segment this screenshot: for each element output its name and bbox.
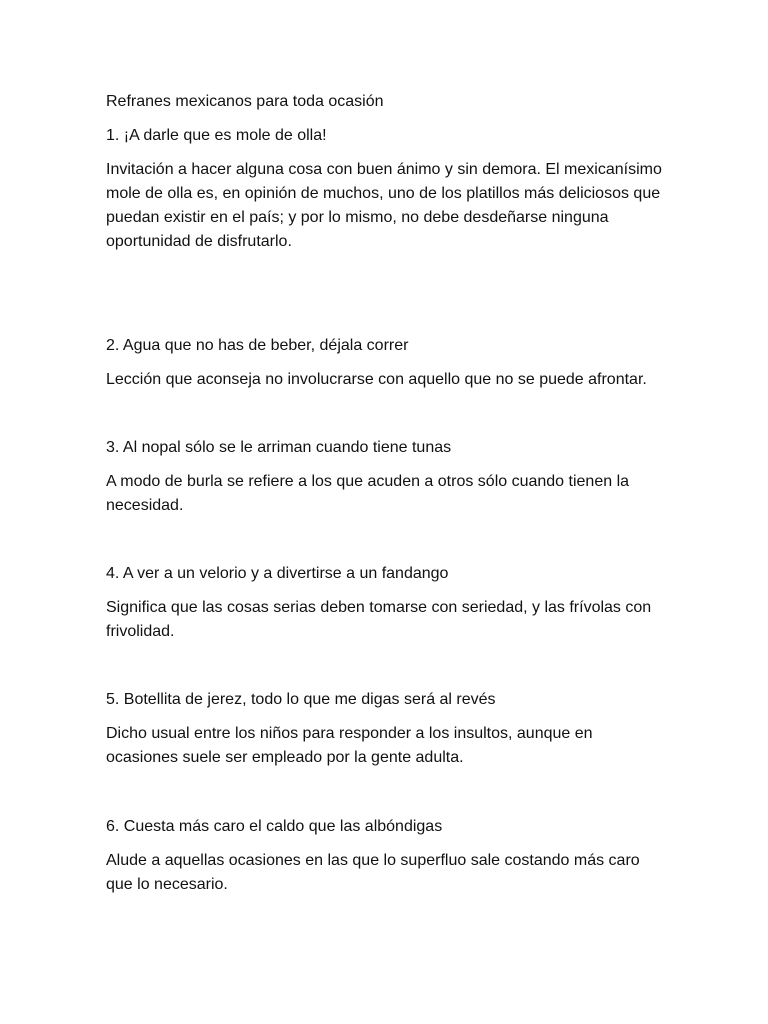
saying-heading-5: 5. Botellita de jerez, todo lo que me digas será al revés <box>106 691 496 708</box>
saying-heading-6: 6. Cuesta más caro el caldo que las albóndigas <box>106 818 443 835</box>
saying-description-1: Invitación a hacer alguna cosa con buen ánimo y sin demora. El mexicanísimo mole de olla es, en opinión de muchos, uno de los platillos más deliciosos que puedan existir en el país; y por lo mismo, no debe desdeñarse ninguna oportunidad de disfrutarlo. <box>106 161 662 250</box>
saying-description-6: Alude a aquellas ocasiones en las que lo superfluo sale costando más caro que lo necesario. <box>106 852 640 893</box>
saying-description-5: Dicho usual entre los niños para responder a los insultos, aunque en ocasiones suele ser empleado por la gente adulta. <box>106 725 593 766</box>
saying-heading-4: 4. A ver a un velorio y a divertirse a un fandango <box>106 565 449 582</box>
saying-heading-3: 3. Al nopal sólo se le arriman cuando tiene tunas <box>106 439 452 456</box>
saying-description-4: Significa que las cosas serias deben tomarse con seriedad, y las frívolas con frivolidad. <box>106 599 652 640</box>
saying-heading-2: 2. Agua que no has de beber, déjala correr <box>106 337 409 354</box>
saying-description-2: Lección que aconseja no involucrarse con aquello que no se puede afrontar. <box>106 371 647 388</box>
saying-heading-1: 1. ¡A darle que es mole de olla! <box>106 127 327 144</box>
saying-description-3: A modo de burla se refiere a los que acuden a otros sólo cuando tienen la necesidad. <box>106 473 630 514</box>
document-title: Refranes mexicanos para toda ocasión <box>106 93 384 110</box>
